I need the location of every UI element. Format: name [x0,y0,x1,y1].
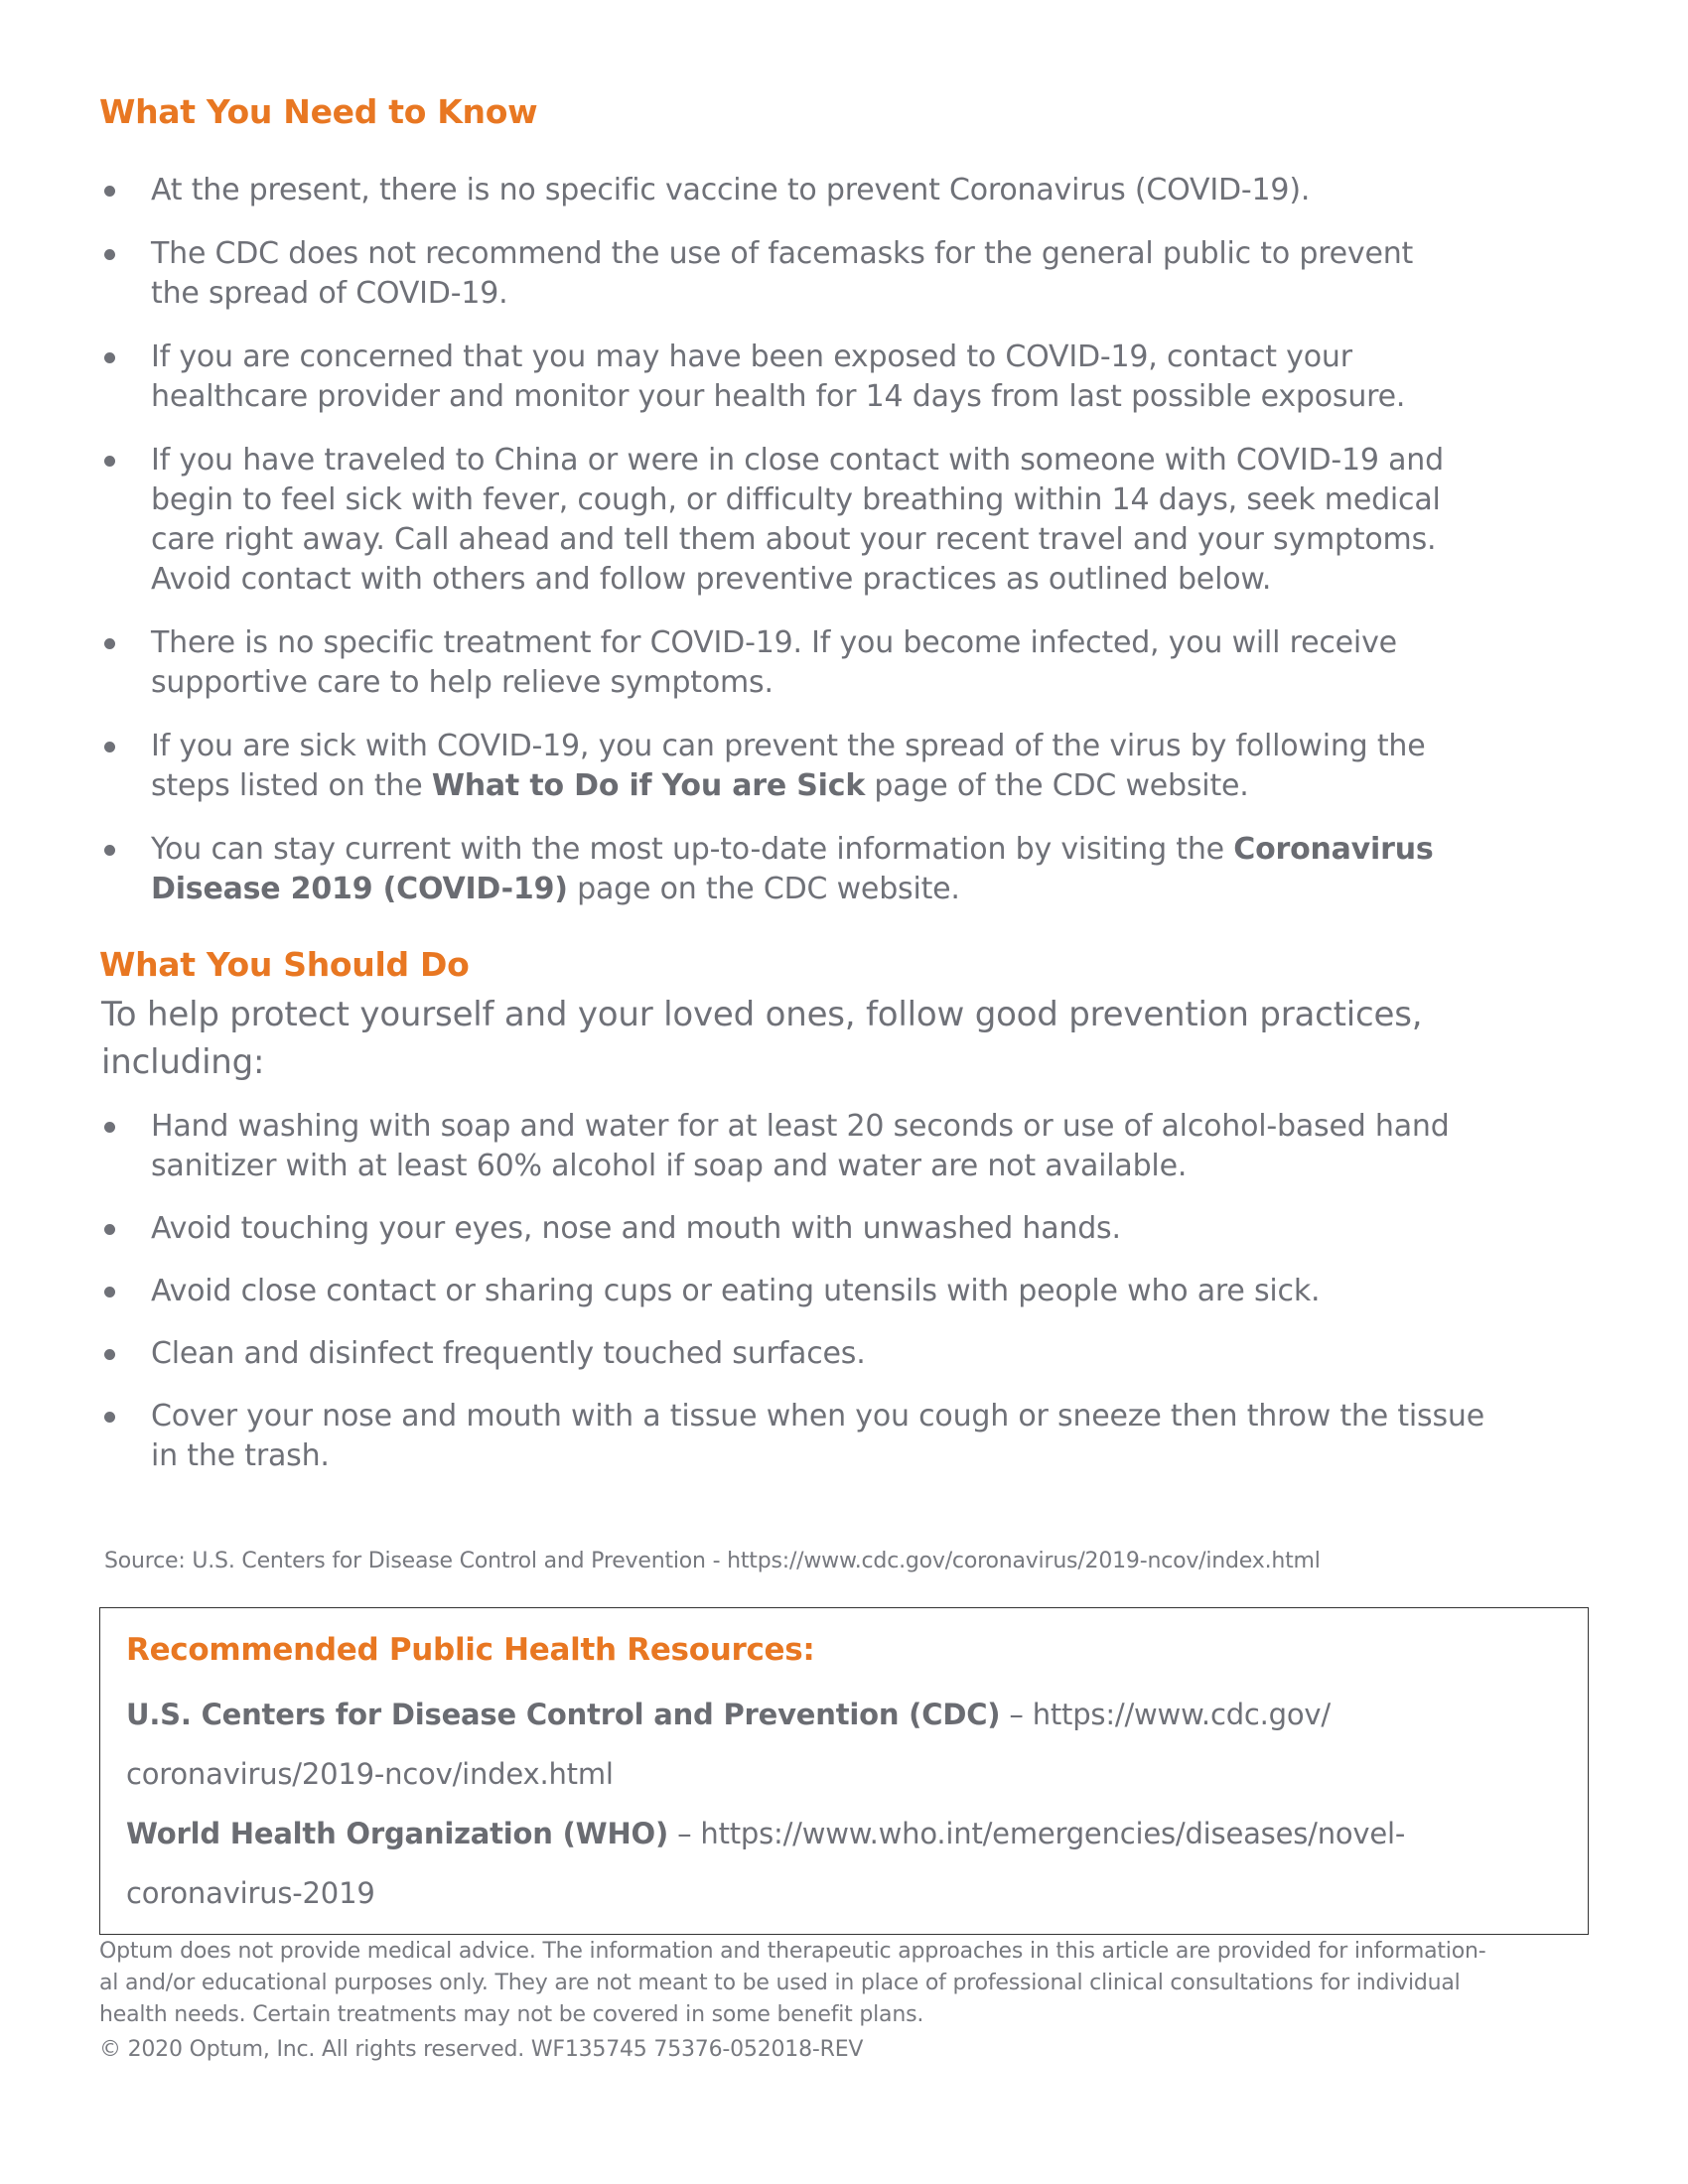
bullet-icon [104,249,115,260]
covid19-page-link-part2[interactable]: Disease 2019 (COVID-19) [151,872,568,906]
list-item: Clean and disinfect frequently touched surfaces. [99,1334,1569,1374]
covid19-page-link-part1[interactable]: Coronavirus [1233,832,1434,867]
list-item: If you are concerned that you may have been exposed to COVID-19, contact your healthcare provider and monitor your health for 14 days from last possible exposure. [99,338,1569,417]
bullet-icon [104,1122,115,1133]
cdc-url-link[interactable]: https://www.cdc.gov/ [1032,1698,1331,1731]
list-item: There is no specific treatment for COVID-19. If you become infected, you will receive supportive care to help relieve symptoms. [99,623,1569,703]
copyright-notice: © 2020 Optum, Inc. All rights reserved. WF135745 75376-052018-REV [99,2037,864,2062]
cdc-url-continued[interactable]: coronavirus/2019-ncov/index.html [126,1757,614,1791]
list-item: Cover your nose and mouth with a tissue when you cough or sneeze then throw the tissue in the trash. [99,1397,1569,1476]
source-citation: Source: U.S. Centers for Disease Control and Prevention - https://www.cdc.gov/coronavirus/2019-ncov/index.html [104,1549,1321,1573]
bullet-icon [104,1349,115,1360]
list-item: You can stay current with the most up-to-date information by visiting the Coronavirus Disease 2019 (COVID-19) page on the CDC website. [99,830,1569,909]
prevention-list [99,1107,1569,1476]
bullet-icon [104,638,115,649]
resources-box [99,1607,1589,1935]
bullet-icon [104,1224,115,1235]
bullet-icon [104,186,115,197]
list-item: Hand washing with soap and water for at least 20 seconds or use of alcohol-based hand sanitizer with at least 60% alcohol if soap and water are not available. [99,1107,1569,1186]
who-url-link[interactable]: https://www.who.int/emergencies/diseases/novel- [700,1817,1406,1850]
section-heading-what-you-should-do: What You Should Do [99,945,470,984]
prevention-intro: To help protect yourself and your loved ones, follow good prevention practices, including: [101,995,1423,1082]
who-resource: World Health Organization (WHO) – https://www.who.int/emergencies/diseases/novel- [126,1817,1406,1850]
bullet-icon [104,742,115,752]
bullet-icon [104,1412,115,1423]
resources-heading: Recommended Public Health Resources: [126,1632,815,1668]
list-item: Avoid close contact or sharing cups or eating utensils with people who are sick. [99,1272,1569,1311]
disclaimer: Optum does not provide medical advice. The information and therapeutic approaches in this article are provided for information- al and/or educational purposes only. They are not meant to be used in place of professional clinical consultations for individual health needs. Certain treatments may not be covered in some benefit plans. [99,1939,1486,2027]
list-item: If you have traveled to China or were in close contact with someone with COVID-19 and begin to feel sick with fever, cough, or difficulty breathing within 14 days, seek medical care right away. Call ahead and tell them about your recent travel and your symptoms. Avoid contact with others and follow preventive practices as outlined below. [99,441,1569,600]
list-item: Avoid touching your eyes, nose and mouth with unwashed hands. [99,1209,1569,1249]
what-to-do-if-sick-link[interactable]: What to Do if You are Sick [431,768,866,803]
cdc-name: U.S. Centers for Disease Control and Prevention (CDC) [126,1698,1001,1731]
bullet-icon [104,845,115,856]
list-item: If you are sick with COVID-19, you can prevent the spread of the virus by following the steps listed on the What to Do if You are Sick page of the CDC website. [99,727,1569,806]
bullet-icon [104,1287,115,1297]
who-url-continued[interactable]: coronavirus-2019 [126,1876,375,1910]
bullet-icon [104,352,115,363]
bullet-icon [104,456,115,467]
who-name: World Health Organization (WHO) [126,1817,669,1850]
need-to-know-list [99,171,1569,909]
list-item: At the present, there is no specific vaccine to prevent Coronavirus (COVID-19). [99,171,1569,210]
section-heading-what-you-need-to-know: What You Need to Know [99,92,538,131]
cdc-resource: U.S. Centers for Disease Control and Prevention (CDC) – https://www.cdc.gov/ [126,1698,1331,1731]
list-item: The CDC does not recommend the use of facemasks for the general public to prevent the spread of COVID-19. [99,234,1569,314]
